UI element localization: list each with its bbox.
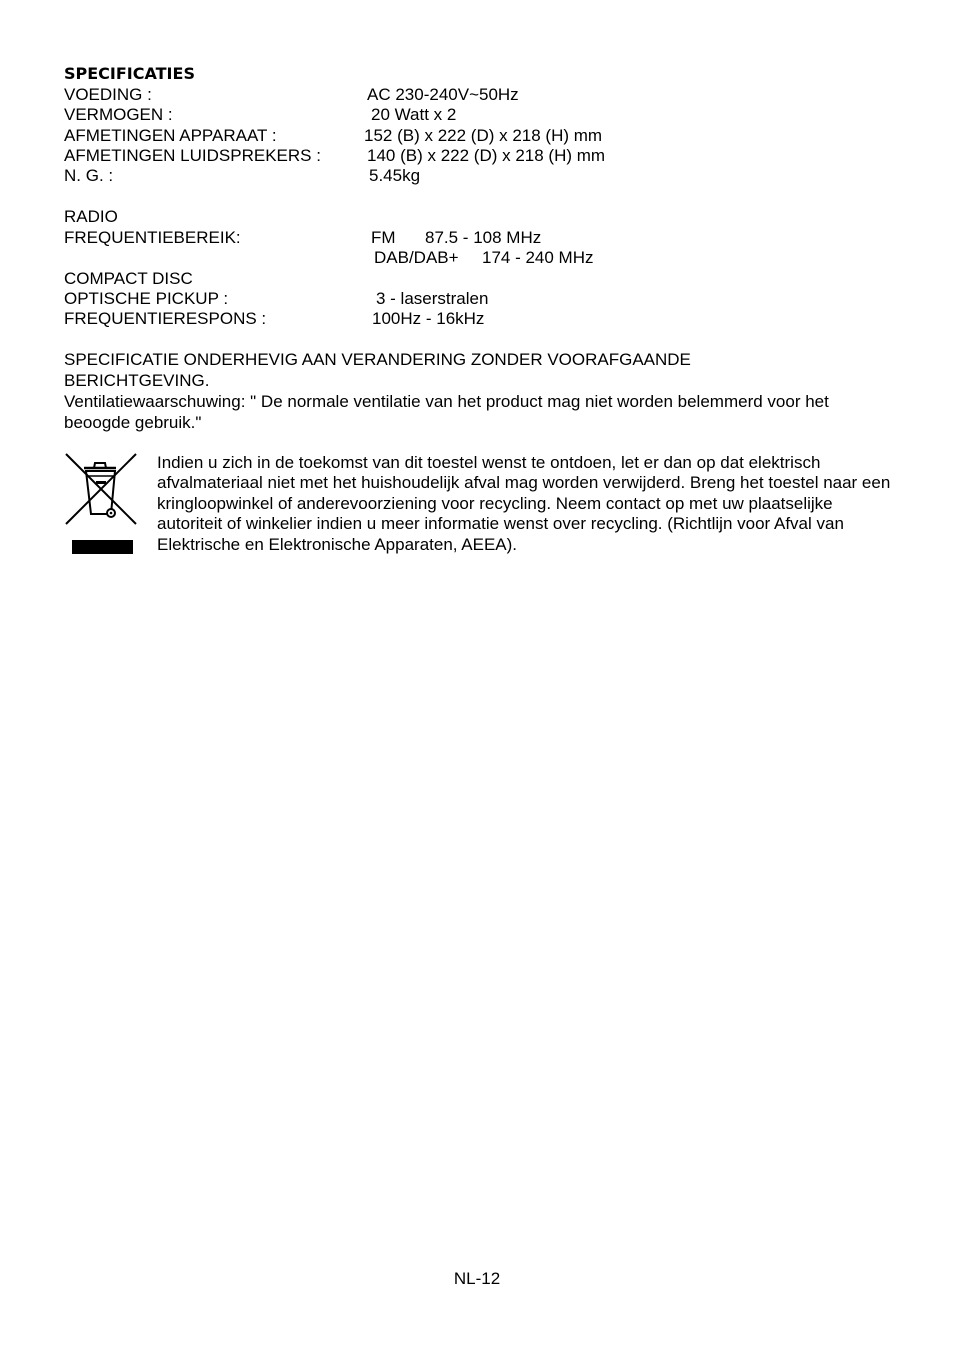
- specifications-heading: SPECIFICATIES: [64, 64, 195, 83]
- power-value: AC 230-240V~50Hz: [367, 85, 519, 104]
- fm-range-value: 87.5 - 108 MHz: [425, 228, 542, 247]
- dab-band-label: DAB/DAB+: [374, 248, 459, 267]
- dab-range-value: 174 - 240 MHz: [482, 248, 594, 267]
- speaker-dimensions-label: AFMETINGEN LUIDSPREKERS :: [64, 146, 321, 165]
- optical-pickup-value: 3 - laserstralen: [376, 289, 489, 308]
- output-value: 20 Watt x 2: [371, 105, 457, 124]
- frequency-response-value: 100Hz - 16kHz: [372, 309, 485, 328]
- compact-disc-heading: COMPACT DISC: [64, 269, 193, 288]
- weee-disposal-notice: Indien u zich in de toekomst van dit toestel wenst te ontdoen, let er dan op dat elektrisch afvalmateriaal niet met het huishoudelijk afval mag worden verwijderd. Breng het toestel naar een kringloopwinkel of anderevoorziening voor recycling. Neem contact op met uw plaatselijke autoriteit of winkelier indien u meer informatie wenst over recycling. (Richtlijn voor Afval van Elektrische en Elektronische Apparaten, AEEA).: [157, 453, 891, 554]
- page-number: NL-12: [453, 1269, 501, 1288]
- change-notice-line2: BERICHTGEVING.: [64, 371, 210, 390]
- optical-pickup-label: OPTISCHE PICKUP :: [64, 289, 229, 308]
- frequency-response-label: FREQUENTIERESPONS :: [64, 309, 267, 328]
- weight-label: N. G. :: [64, 166, 114, 185]
- speaker-dimensions-value: 140 (B) x 222 (D) x 218 (H) mm: [367, 146, 606, 165]
- crossed-out-wheelie-bin-icon: [64, 452, 138, 556]
- radio-heading: RADIO: [64, 207, 118, 226]
- output-label: VERMOGEN :: [64, 105, 173, 124]
- change-notice-line1: SPECIFICATIE ONDERHEVIG AAN VERANDERING ZONDER VOORAFGAANDE: [64, 350, 691, 369]
- fm-band-label: FM: [371, 228, 396, 247]
- power-label: VOEDING :: [64, 85, 152, 104]
- unit-dimensions-label: AFMETINGEN APPARAAT :: [64, 126, 277, 145]
- frequency-range-label: FREQUENTIEBEREIK:: [64, 228, 241, 247]
- ventilation-warning: Ventilatiewaarschuwing: " De normale ventilatie van het product mag niet worden belemmerd voor het beoogde gebruik.": [64, 392, 829, 432]
- weight-value: 5.45kg: [369, 166, 421, 185]
- unit-dimensions-value: 152 (B) x 222 (D) x 218 (H) mm: [364, 126, 603, 145]
